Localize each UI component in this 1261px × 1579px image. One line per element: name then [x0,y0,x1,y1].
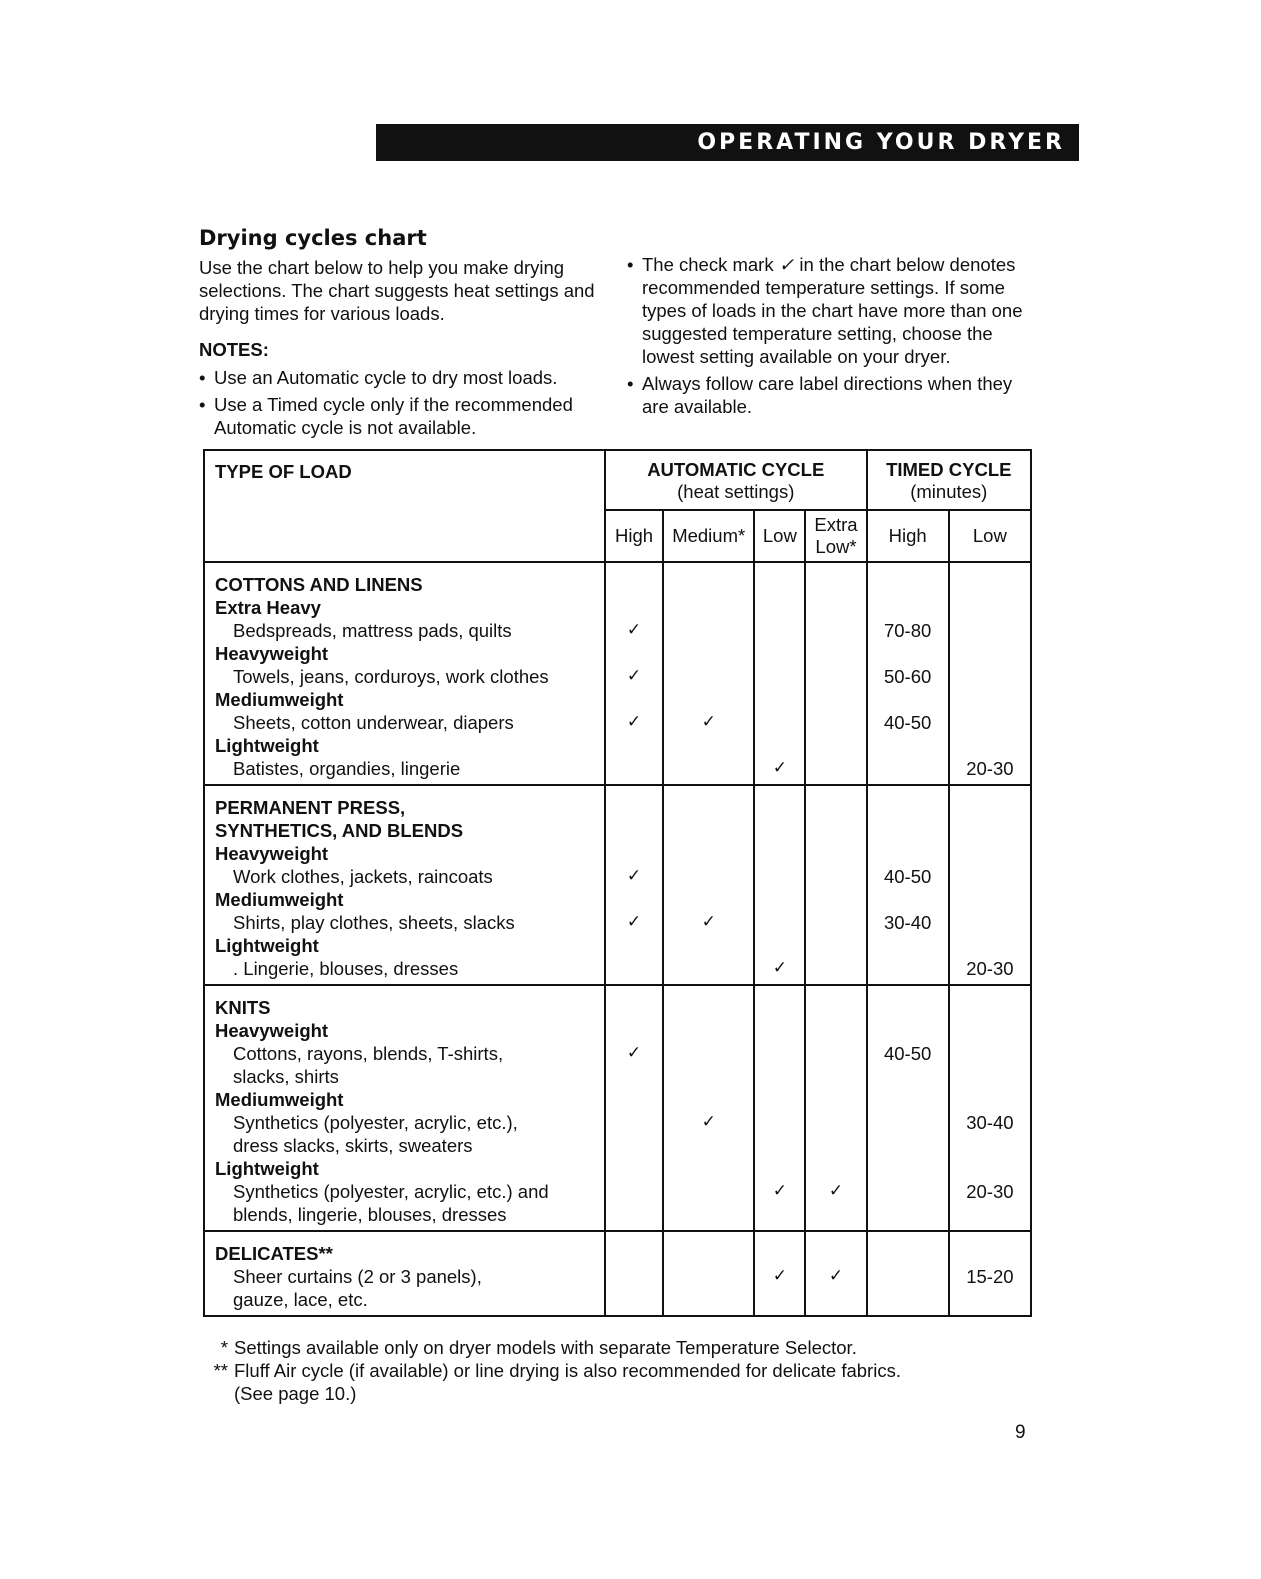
load-description: Towels, jeans, corduroys, work clothes [233,666,549,687]
chart-title: Drying cycles chart [199,226,427,250]
footnote-mark: ** [213,1360,228,1381]
check-mark-icon: ✓ [626,666,642,686]
medium-heat-cell [663,985,754,1231]
note-item: • The check mark ✓ in the chart below denotes recommended temperature settings. If some types of loads in the chart have more than one suggested temperature setting, choose the lowest setting available on your dryer. [627,253,1027,368]
section-title: PERMANENT PRESS, [215,797,406,818]
type-of-load-header: TYPE OF LOAD [204,450,605,562]
high-heat-header: High [605,510,663,562]
load-description: Synthetics (polyester, acrylic, etc.) and [233,1181,549,1202]
check-mark-icon: ✓ [626,1043,642,1063]
timed-high-header: High [867,510,949,562]
check-mark-icon: ✓ [772,1181,787,1201]
table-row [204,1231,1031,1316]
drying-cycles-table [203,449,1032,1317]
minutes-value: 70-80 [883,620,932,641]
extra-low-heat-cell [805,785,866,985]
high-heat-cell [605,985,663,1231]
timed-low-cell [949,562,1031,785]
extra-low-heat-header: Extra Low* [805,510,866,562]
table-row [204,985,1031,1231]
high-heat-cell [605,1231,663,1316]
minutes-value: 40-50 [883,866,932,887]
check-mark-icon: ✓ [626,866,642,886]
check-mark-icon: ✓ [772,958,787,978]
check-mark-icon: ✓ [778,254,795,275]
weight-label: Mediumweight [215,689,344,710]
extra-low-heat-cell [805,1231,866,1316]
load-type-cell [204,1231,605,1316]
check-mark-icon: ✓ [626,620,642,640]
table-row [204,562,1031,785]
intro-right-column [627,253,1027,422]
weight-label: Lightweight [215,1158,319,1179]
weight-label: Heavyweight [215,643,329,664]
weight-label: Heavyweight [215,843,329,864]
load-description: Work clothes, jackets, raincoats [233,866,493,887]
right-notes-list [627,253,1027,418]
medium-heat-cell [663,785,754,985]
left-notes-list [199,366,599,439]
extra-low-heat-cell [805,985,866,1231]
timed-high-cell [867,785,949,985]
minutes-value: 50-60 [883,666,932,687]
section-title: DELICATES** [215,1243,333,1264]
load-description: blends, lingerie, blouses, dresses [233,1204,507,1225]
automatic-cycle-header: AUTOMATIC CYCLE (heat settings) [605,450,867,510]
table-row [204,785,1031,985]
high-heat-cell [605,785,663,985]
load-type-cell [204,785,605,985]
footnote: * Settings available only on dryer models with separate Temperature Selector. [206,1336,1006,1359]
check-mark-icon: ✓ [626,712,642,732]
section-title: COTTONS AND LINENS [215,574,423,595]
section-banner-text: OPERATING YOUR DRYER [697,130,1065,155]
check-mark-icon: ✓ [772,1266,787,1286]
weight-label: Mediumweight [215,1089,344,1110]
minutes-value: 40-50 [883,712,932,733]
section-banner [376,124,1079,161]
check-mark-icon: ✓ [828,1181,844,1201]
medium-heat-cell [663,562,754,785]
check-mark-icon: ✓ [701,712,716,732]
extra-low-heat-cell [805,562,866,785]
low-heat-cell [754,985,805,1231]
load-description: Synthetics (polyester, acrylic, etc.), [233,1112,518,1133]
timed-high-cell [867,985,949,1231]
load-description: gauze, lace, etc. [233,1289,368,1310]
table-body [204,562,1031,1316]
timed-low-cell [949,785,1031,985]
weight-label: Mediumweight [215,889,344,910]
weight-label: Lightweight [215,735,319,756]
minutes-value: 40-50 [883,1043,932,1064]
minutes-value: 20-30 [966,758,1014,779]
load-description: Sheets, cotton underwear, diapers [233,712,514,733]
load-description: Shirts, play clothes, sheets, slacks [233,912,515,933]
load-description: dress slacks, skirts, sweaters [233,1135,473,1156]
intro-left-column [199,256,599,443]
minutes-value: 20-30 [966,1181,1014,1202]
check-mark-icon: ✓ [772,758,787,778]
intro-paragraph: Use the chart below to help you make drying selections. The chart suggests heat settings and drying times for various loads. [199,257,595,324]
high-heat-cell [605,562,663,785]
timed-low-header: Low [949,510,1031,562]
load-description: slacks, shirts [233,1066,339,1087]
load-description: Sheer curtains (2 or 3 panels), [233,1266,482,1287]
medium-heat-header: Medium* [663,510,754,562]
check-mark-icon: ✓ [701,1112,716,1132]
timed-high-cell [867,562,949,785]
load-description: Cottons, rayons, blends, T-shirts, [233,1043,504,1064]
minutes-value: 15-20 [966,1266,1014,1287]
footnotes [206,1336,1006,1405]
weight-label: Heavyweight [215,1020,329,1041]
load-description: Batistes, organdies, lingerie [233,758,461,779]
medium-heat-cell [663,1231,754,1316]
check-mark-icon: ✓ [828,1266,844,1286]
load-description: . Lingerie, blouses, dresses [233,958,459,979]
low-heat-cell [754,562,805,785]
load-type-cell [204,985,605,1231]
timed-cycle-header: TIMED CYCLE (minutes) [867,450,1031,510]
note-item: • Use an Automatic cycle to dry most loads. [199,366,599,389]
minutes-value: 20-30 [966,958,1014,979]
load-type-cell [204,562,605,785]
section-title: KNITS [215,997,271,1018]
check-mark-icon: ✓ [626,912,642,932]
weight-label: Lightweight [215,935,319,956]
low-heat-cell [754,785,805,985]
minutes-value: 30-40 [966,1112,1014,1133]
load-description: Bedspreads, mattress pads, quilts [233,620,512,641]
footnote-mark: * [220,1337,228,1358]
timed-low-cell [949,985,1031,1231]
low-heat-cell [754,1231,805,1316]
timed-low-cell [949,1231,1031,1316]
check-mark-icon: ✓ [701,912,716,932]
weight-label: Extra Heavy [215,597,321,618]
page-number: 9 [1015,1422,1026,1443]
minutes-value: 30-40 [883,912,932,933]
footnote: ** Fluff Air cycle (if available) or line drying is also recommended for delicate fabrics. (See page 10.) [206,1359,1006,1405]
note-item: • Always follow care label directions when they are available. [627,372,1027,418]
section-title: SYNTHETICS, AND BLENDS [215,820,464,841]
timed-high-cell [867,1231,949,1316]
notes-heading: NOTES: [199,339,269,360]
note-item: • Use a Timed cycle only if the recommended Automatic cycle is not available. [199,393,599,439]
low-heat-header: Low [754,510,805,562]
